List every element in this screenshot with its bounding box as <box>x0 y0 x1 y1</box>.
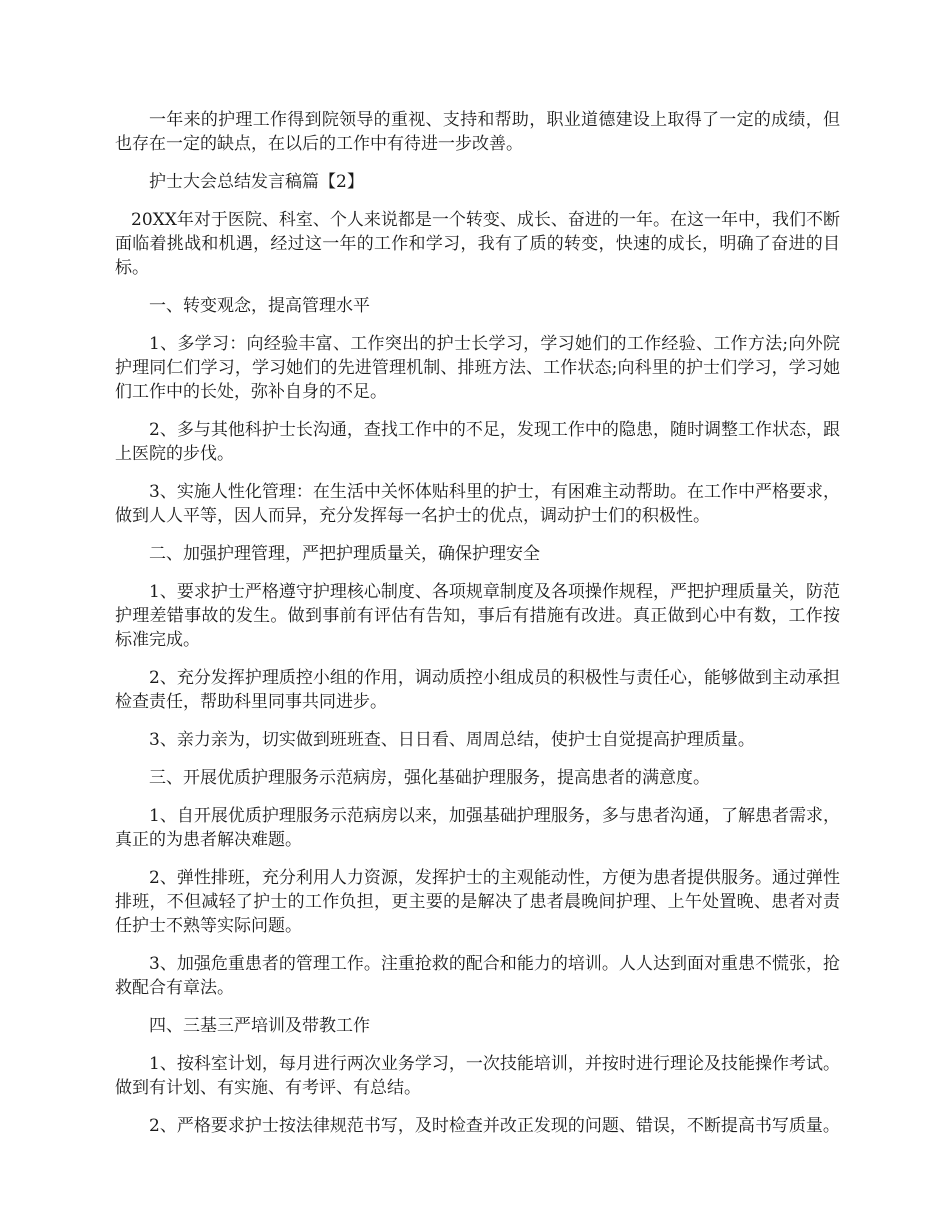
paragraph: 2、多与其他科护士长沟通，查找工作中的不足，发现工作中的隐患，随时调整工作状态，跟上医院的步伐。 <box>115 420 840 464</box>
paragraph: 1、要求护士严格遵守护理核心制度、各项规章制度及各项操作规程，严把护理质量关，防范护理差错事故的发生。做到事前有评估有告知，事后有措施有改进。真正做到心中有数，工作按标准完成。 <box>115 582 840 650</box>
section-heading: 一、转变观念，提高管理水平 <box>149 296 370 316</box>
paragraph: 3、亲力亲为，切实做到班班查、日日看、周周总结，使护士自觉提高护理质量。 <box>149 730 755 750</box>
paragraph: 1、自开展优质护理服务示范病房以来，加强基础护理服务，多与患者沟通，了解患者需求，真正的为患者解决难题。 <box>115 806 840 850</box>
paragraph: 2、严格要求护士按法律规范书写，及时检查并改正发现的问题、错误，不断提高书写质量。 <box>149 1116 840 1136</box>
paragraph: 2、充分发挥护理质控小组的作用，调动质控小组成员的积极性与责任心，能够做到主动承担检查责任，帮助科里同事共同进步。 <box>115 668 840 712</box>
section-heading: 二、加强护理管理，严把护理质量关，确保护理安全 <box>149 544 540 564</box>
paragraph: 20XX年对于医院、科室、个人来说都是一个转变、成长、奋进的一年。在这一年中，我们不断面临着挑战和机遇，经过这一年的工作和学习，我有了质的转变，快速的成长，明确了奋进的目标。 <box>115 210 840 278</box>
section-heading: 四、三基三严培训及带教工作 <box>149 1016 370 1036</box>
paragraph: 3、实施人性化管理：在生活中关怀体贴科里的护士，有困难主动帮助。在工作中严格要求，做到人人平等，因人而异，充分发挥每一名护士的优点，调动护士们的积极性。 <box>115 482 840 526</box>
paragraph: 2、弹性排班，充分利用人力资源，发挥护士的主观能动性，方便为患者提供服务。通过弹性排班，不但减轻了护士的工作负担，更主要的是解决了患者晨晚间护理、上午处置晚、患者对责任护士不熟等实际问题。 <box>115 868 840 936</box>
paragraph: 3、加强危重患者的管理工作。注重抢救的配合和能力的培训。人人达到面对重患不慌张，抢救配合有章法。 <box>115 954 840 998</box>
paragraph: 1、多学习：向经验丰富、工作突出的护士长学习，学习她们的工作经验、工作方法;向外院护理同仁们学习，学习她们的先进管理机制、排班方法、工作状态;向科里的护士们学习，学习她们工作中的长处，弥补自身的不足。 <box>115 334 840 402</box>
document-body <box>115 108 840 1152</box>
section-heading: 三、开展优质护理服务示范病房，强化基础护理服务，提高患者的满意度。 <box>149 768 710 788</box>
paragraph: 1、按科室计划，每月进行两次业务学习，一次技能培训，并按时进行理论及技能操作考试。做到有计划、有实施、有考评、有总结。 <box>115 1054 840 1098</box>
section-heading: 护士大会总结发言稿篇【2】 <box>149 172 364 192</box>
paragraph: 一年来的护理工作得到院领导的重视、支持和帮助，职业道德建设上取得了一定的成绩，但也存在一定的缺点，在以后的工作中有待进一步改善。 <box>115 110 840 154</box>
